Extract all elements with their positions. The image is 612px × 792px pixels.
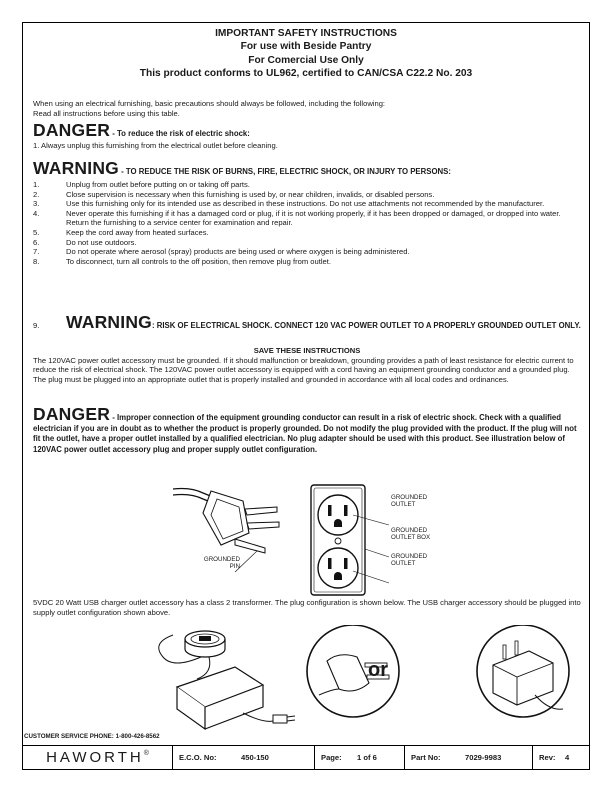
- header-title: IMPORTANT SAFETY INSTRUCTIONS: [215, 28, 397, 39]
- usb-charger-illustration: [143, 625, 583, 737]
- usb-text: 5VDC 20 Watt USB charger outlet accessory has a class 2 transformer. The plug configuration is shown below. The USB charger accessory should be plugged into supply outlet configuration shown above.: [33, 598, 581, 617]
- warning-2-number: 9.: [33, 321, 40, 330]
- list-item: 6. Do not use outdoors.: [33, 237, 137, 247]
- grounded-outlet-label-bottom: GROUNDED OUTLET: [391, 553, 428, 567]
- intro-line-1: When using an electrical furnishing, basic precautions should always be followed, including the following:: [33, 99, 386, 108]
- warning-section-2: [33, 313, 581, 332]
- grounded-outlet-label-top: GROUNDED OUTLET: [391, 494, 428, 508]
- page-frame: [22, 22, 590, 746]
- plug-prong: [247, 522, 279, 529]
- warning-subtitle: - TO REDUCE THE RISK OF BURNS, FIRE, ELECTRIC SHOCK, OR INJURY TO PERSONS:: [118, 167, 451, 176]
- eco-cell: E.C.O. No: 450-150: [173, 746, 315, 769]
- plug-prong: [245, 507, 277, 515]
- warning-section-1: [33, 159, 581, 266]
- grounded-pin: [235, 539, 265, 553]
- plug-body: [203, 491, 249, 545]
- header-commercial: For Comercial Use Only: [248, 54, 364, 66]
- page-cell: Page: 1 of 6: [315, 746, 405, 769]
- footer: [22, 746, 590, 770]
- warning-heading: WARNING: [33, 158, 119, 178]
- danger-heading: DANGER: [33, 120, 111, 140]
- list-item: 4. Never operate this furnishing if it has a damaged cord or plug, if it is not working properly, if it has been dropped or damaged, or dropped into water. Return the furnishing to a service center for examination and repair.: [33, 208, 561, 228]
- danger-section-2: [33, 405, 581, 455]
- header: [23, 23, 589, 80]
- usb-section: [33, 598, 581, 617]
- list-item: 5. Keep the cord away from heated surfaces.: [33, 227, 209, 237]
- list-item: 8. To disconnect, turn all controls to the off position, then remove plug from outlet.: [33, 256, 331, 266]
- danger-section-1: [33, 121, 581, 151]
- part-cell: Part No: 7029-9983: [405, 746, 533, 769]
- danger-2-text: - Improper connection of the equipment grounding conductor can result in a risk of electric shock. Check with a qualified electrician if you are in doubt as to whether the product is properly grounded. Do not modify the plug provided with the product. If the plug will not fit the outlet, have a proper outlet installed by a qualified electrician. No plug adapter should be used with this product. See illustration below of 120VAC power outlet accessory plug and proper supply outlet configuration.: [33, 413, 577, 454]
- warning-2-text: : RISK OF ELECTRICAL SHOCK. CONNECT 120 VAC POWER OUTLET TO A PROPERLY GROUNDED OUTLET ONLY.: [151, 321, 581, 330]
- danger-2-heading: DANGER: [33, 404, 111, 424]
- list-item: 7. Do not operate where aerosol (spray) products are being used or where oxygen is being administered.: [33, 247, 410, 257]
- save-title: SAVE THESE INSTRUCTIONS: [253, 346, 361, 355]
- customer-service: CUSTOMER SERVICE PHONE: 1-800-426-8562: [24, 733, 160, 740]
- warning-2-heading: WARNING: [66, 312, 152, 332]
- header-subtitle: For use with Beside Pantry: [240, 41, 372, 53]
- danger-item: 1. Always unplug this furnishing from the electrical outlet before cleaning.: [33, 141, 278, 150]
- outlet-receptacle: [318, 495, 358, 535]
- intro-line-2: Read all instructions before using this table.: [33, 108, 180, 118]
- save-body: The 120VAC power outlet accessory must be grounded. If it should malfunction or breakdown, grounding provides a path of least resistance for electric current to reduce the risk of electrical shock. The 120VAC power outlet accessory is equipped with a cord having an equipment grounding conductor and a grounded plug. The plug must be plugged into an appropriate outlet that is properly installed and grounded in accordance with all local codes and ordinances.: [33, 355, 574, 384]
- list-item: 1. Unplug from outlet before putting on or taking off parts.: [33, 180, 250, 189]
- danger-subtitle: - To reduce the risk of electric shock:: [110, 129, 250, 138]
- outlet-receptacle: [318, 548, 358, 588]
- or-label: or: [368, 659, 388, 681]
- brand-logo: HAWORTH ®: [23, 746, 173, 769]
- grounded-pin-label: GROUNDED PIN: [203, 556, 240, 570]
- list-item: 3. Use this furnishing only for its intended use as described in these instructions. Do not use attachments not recommended by the manufacturer.: [33, 199, 545, 209]
- rev-cell: Rev: 4: [539, 753, 570, 762]
- save-section: [33, 346, 581, 384]
- grounded-outlet-box-label: GROUNDED OUTLET BOX: [391, 527, 431, 541]
- warning-list: [33, 180, 581, 266]
- header-certification: This product conforms to UL962, certified to CAN/CSA C22.2 No. 203: [139, 67, 473, 79]
- intro: [33, 99, 581, 118]
- list-item: 2. Close supervision is necessary when this furnishing is used by, or near children, invalids, or disabled persons.: [33, 189, 435, 199]
